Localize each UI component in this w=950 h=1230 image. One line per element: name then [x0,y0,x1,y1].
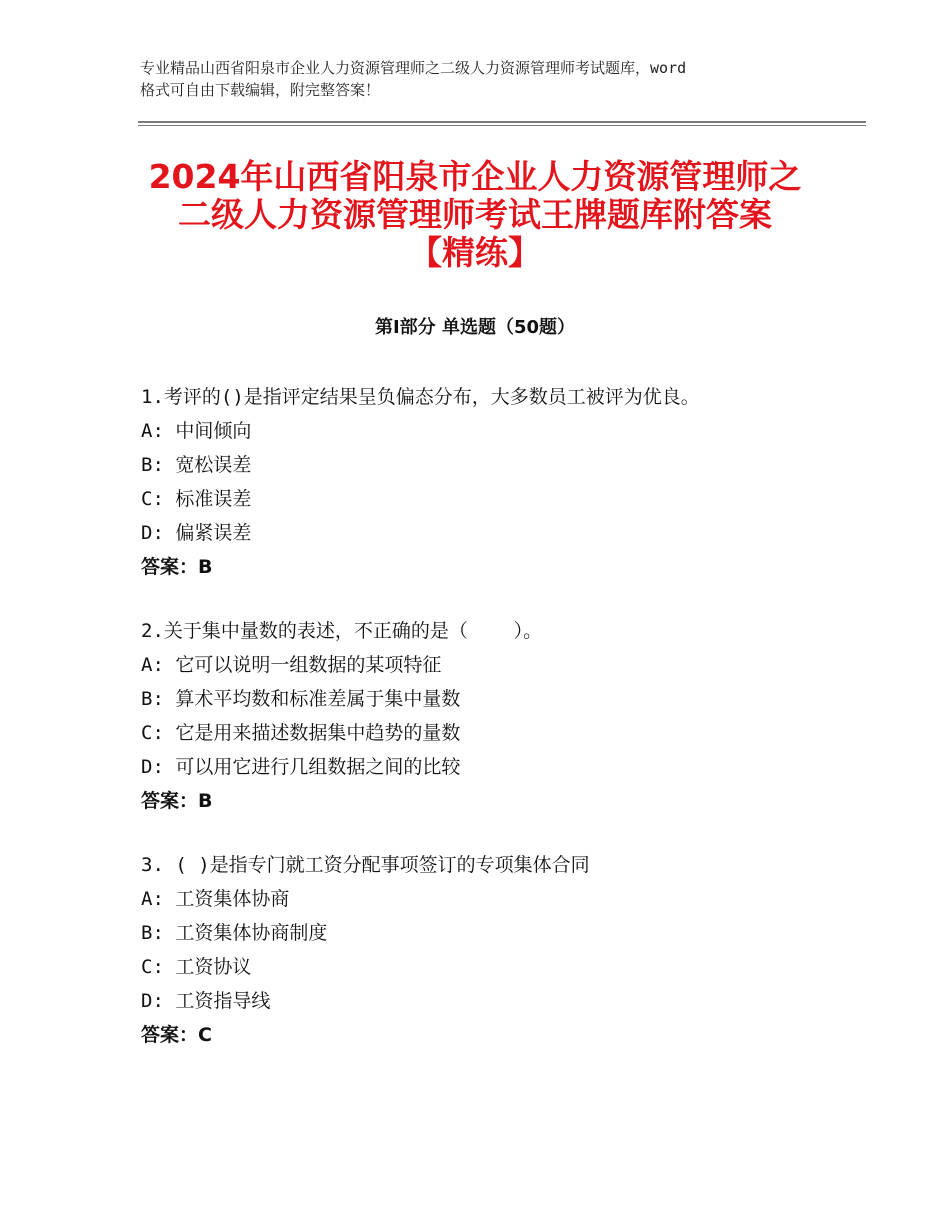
question-3 [141,848,861,1052]
question-stem: 3. ( )是指专门就工资分配事项签订的专项集体合同 [141,854,590,876]
answer-line: 答案：B [141,790,213,812]
option-a: A: 它可以说明一组数据的某项特征 [141,654,442,676]
answer-line: 答案：B [141,556,213,578]
header-divider-thick [138,121,866,123]
option-b: B: 算术平均数和标准差属于集中量数 [141,688,461,710]
question-2 [141,614,861,818]
option-c: C: 标准误差 [141,488,252,510]
question-stem: 1.考评的()是指评定结果呈负偏态分布，大多数员工被评为优良。 [141,386,700,408]
section-heading: 第Ⅰ部分 单选题（50题） [374,317,575,338]
option-d: D: 工资指导线 [141,990,271,1012]
option-b: B: 工资集体协商制度 [141,922,328,944]
option-d: D: 可以用它进行几组数据之间的比较 [141,756,461,778]
question-1 [141,380,861,584]
option-c: C: 工资协议 [141,956,252,978]
question-list [141,380,861,1082]
option-a: A: 中间倾向 [141,420,252,442]
document-title-line-1: 2024年山西省阳泉市企业人力资源管理师之 [148,157,802,196]
document-title [100,158,850,272]
option-b: B: 宽松误差 [141,454,252,476]
header-note-line-1: 专业精品山西省阳泉市企业人力资源管理师之二级人力资源管理师考试题库，word [140,59,687,77]
header-note-line-2: 格式可自由下载编辑，附完整答案！ [140,81,381,99]
option-c: C: 它是用来描述数据集中趋势的量数 [141,722,461,744]
document-title-line-3: 【精练】 [409,233,541,272]
option-a: A: 工资集体协商 [141,888,290,910]
header-divider-thin [138,125,866,126]
header-note [140,57,830,101]
answer-line: 答案：C [141,1024,212,1046]
question-stem: 2.关于集中量数的表述，不正确的是（ ）。 [141,620,543,642]
option-d: D: 偏紧误差 [141,522,252,544]
document-title-line-2: 二级人力资源管理师考试王牌题库附答案 [178,195,772,234]
